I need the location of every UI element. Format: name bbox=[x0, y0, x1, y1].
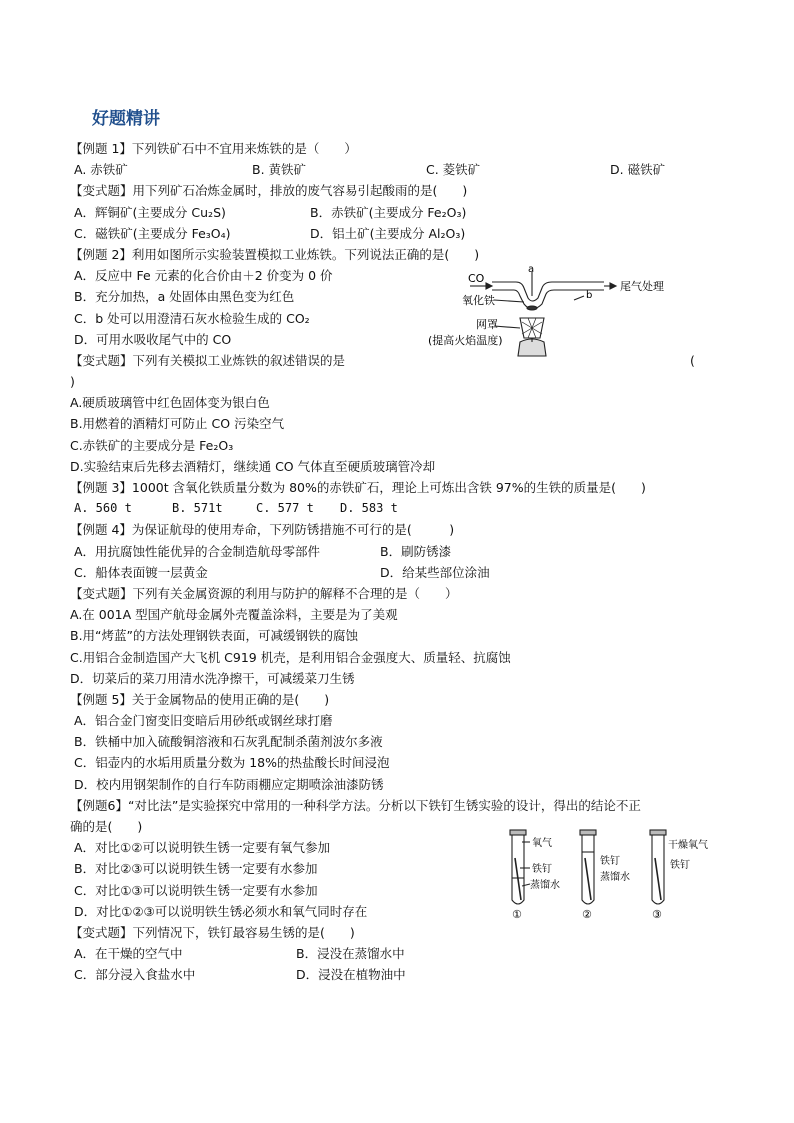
v6-stem: 【变式题】下列情况下，铁钉最容易生锈的是( ) bbox=[70, 924, 355, 940]
v4-option-a: A.在 001A 型国产航母金属外壳覆盖涂料，主要是为了美观 bbox=[70, 607, 398, 623]
t1-gas-label: 氧气 bbox=[532, 838, 552, 849]
v1-option-d: D．铝土矿(主要成分 Al₂O₃) bbox=[310, 225, 466, 241]
tube1-number: ① bbox=[512, 908, 522, 920]
q1-option-c: C. 菱铁矿 bbox=[426, 162, 481, 178]
v4-option-d: D．切菜后的菜刀用清水洗净擦干，可减缓菜刀生锈 bbox=[70, 670, 355, 686]
t3-nail-label: 铁钉 bbox=[670, 860, 690, 871]
section-title: 好题精讲 bbox=[92, 109, 160, 129]
q4-stem: 【例题 4】为保证航母的使用寿命，下列防锈措施不可行的是( ) bbox=[70, 522, 455, 538]
v2-stem: 【变式题】下列有关模拟工业炼铁的叙述错误的是 bbox=[70, 352, 346, 368]
q1-option-b: B. 黄铁矿 bbox=[252, 162, 307, 178]
v6-option-b: B．浸没在蒸馏水中 bbox=[296, 946, 405, 962]
q6-option-b: B．对比②③可以说明铁生锈一定要有水参加 bbox=[74, 861, 318, 877]
q3-option-a: A. 560 t bbox=[74, 501, 132, 516]
ironmaking-apparatus-figure bbox=[424, 266, 684, 362]
q5-option-b: B．铁桶中加入硫酸铜溶液和石灰乳配制杀菌剂波尔多液 bbox=[74, 734, 383, 750]
q6-option-d: D．对比①②③可以说明铁生锈必须水和氧气同时存在 bbox=[74, 903, 368, 919]
net-label: 网罩 bbox=[476, 318, 498, 331]
tube1-nail bbox=[515, 858, 521, 900]
q4-option-b: B．刷防锈漆 bbox=[380, 543, 452, 559]
v2-paren-close: ) bbox=[70, 374, 75, 390]
q5-stem: 【例题 5】关于金属物品的使用正确的是( ) bbox=[70, 691, 330, 707]
v6-option-d: D．浸没在植物油中 bbox=[296, 967, 406, 983]
tube3-stopper bbox=[650, 830, 666, 835]
q6-stem-line1: 【例题6】“对比法”是实验探究中常用的一种科学方法。分析以下铁钉生锈实验的设计，得出的结论不正 bbox=[70, 797, 641, 813]
label-b-leader bbox=[574, 296, 584, 300]
q3-option-d: D. 583 t bbox=[340, 501, 398, 516]
t3-gas-label: 干燥氧气 bbox=[668, 840, 708, 851]
q5-option-d: D．校内用钢架制作的自行车防雨棚应定期喷涂油漆防锈 bbox=[74, 776, 384, 792]
t1-nail-label: 铁钉 bbox=[532, 864, 552, 875]
q4-option-d: D．给某些部位涂油 bbox=[380, 564, 490, 580]
t2-nail-label: 铁钉 bbox=[600, 856, 620, 867]
net-note-label: (提高火焰温度) bbox=[428, 334, 503, 347]
v6-options-row2 bbox=[70, 964, 710, 985]
iron-oxide-label: 氧化铁 bbox=[462, 294, 495, 307]
q4-option-a: A．用抗腐蚀性能优异的合金制造航母零部件 bbox=[74, 543, 321, 559]
mesh-pattern bbox=[522, 318, 542, 338]
q4-options-row1 bbox=[70, 541, 710, 562]
v1-stem: 【变式题】用下列矿石冶炼金属时，排放的废气容易引起酸雨的是( ) bbox=[70, 183, 468, 199]
v1-option-a: A．辉铜矿(主要成分 Cu₂S) bbox=[74, 204, 226, 220]
point-a-label: a bbox=[528, 266, 535, 275]
q4-options-row2 bbox=[70, 562, 710, 583]
v6-option-a: A．在干燥的空气中 bbox=[74, 946, 183, 962]
v6-options-row1 bbox=[70, 943, 710, 964]
v2-option-b: B.用燃着的酒精灯可防止 CO 污染空气 bbox=[70, 416, 285, 432]
tube2-nail bbox=[585, 858, 591, 900]
q5-option-c: C．铝壶内的水垢用质量分数为 18%的热盐酸长时间浸泡 bbox=[74, 755, 390, 771]
tube3 bbox=[652, 835, 664, 904]
v4-stem: 【变式题】下列有关金属资源的利用与防护的解释不合理的是（ ） bbox=[70, 585, 458, 601]
tube3-nail bbox=[655, 858, 661, 900]
point-b-label: b bbox=[586, 290, 593, 301]
q5-option-a: A．铝合金门窗变旧变暗后用砂纸或钢丝球打磨 bbox=[74, 713, 333, 729]
q2-option-c: C．b 处可以用澄清石灰水检验生成的 CO₂ bbox=[74, 310, 310, 326]
q6-option-c: C．对比①③可以说明铁生锈一定要有水参加 bbox=[74, 882, 318, 898]
tube2-stopper bbox=[580, 830, 596, 835]
t1-water-label: 蒸馏水 bbox=[530, 880, 560, 891]
v2-option-c: C.赤铁矿的主要成分是 Fe₂O₃ bbox=[70, 437, 234, 453]
t2-water-label: 蒸馏水 bbox=[600, 872, 630, 883]
v2-paren-open: ( bbox=[690, 352, 695, 368]
v2-option-d: D.实验结束后先移去酒精灯，继续通 CO 气体直至硬质玻璃管冷却 bbox=[70, 458, 436, 474]
tail-arrow-head bbox=[610, 283, 616, 289]
tube3-number: ③ bbox=[652, 908, 662, 920]
q1-option-d: D. 磁铁矿 bbox=[610, 162, 666, 178]
v1-options-row2 bbox=[70, 223, 710, 244]
oxide-leader bbox=[494, 300, 524, 302]
co-arrow-head bbox=[486, 283, 492, 289]
tube1 bbox=[512, 835, 524, 904]
tube2-number: ② bbox=[582, 908, 592, 920]
tube1-stopper bbox=[510, 830, 526, 835]
v6-option-c: C．部分浸入食盐水中 bbox=[74, 967, 196, 983]
v1-option-c: C．磁铁矿(主要成分 Fe₃O₄) bbox=[74, 225, 231, 241]
q3-option-c: C. 577 t bbox=[256, 501, 314, 516]
iron-oxide-sample bbox=[527, 306, 537, 310]
t1-water-leader bbox=[522, 884, 530, 886]
v1-option-b: B．赤铁矿(主要成分 Fe₂O₃) bbox=[310, 204, 467, 220]
q1-option-a: A. 赤铁矿 bbox=[74, 162, 128, 178]
q6-option-a: A．对比①②可以说明铁生锈一定要有氧气参加 bbox=[74, 840, 330, 856]
q2-option-d: D．可用水吸收尾气中的 CO bbox=[74, 331, 232, 347]
co-label: CO bbox=[468, 272, 485, 285]
q6-stem-line2: 确的是( ) bbox=[70, 819, 143, 834]
tube2 bbox=[582, 835, 594, 904]
v2-option-a: A.硬质玻璃管中红色固体变为银白色 bbox=[70, 395, 270, 411]
tail-gas-label: 尾气处理 bbox=[620, 280, 664, 293]
q4-option-c: C．船体表面镀一层黄金 bbox=[74, 564, 208, 580]
q1-stem: 【例题 1】下列铁矿石中不宜用来炼铁的是（ ） bbox=[70, 141, 357, 156]
rusting-test-tubes-figure bbox=[500, 828, 730, 920]
v4-option-b: B.用“烤蓝”的方法处理钢铁表面，可减缓钢铁的腐蚀 bbox=[70, 628, 359, 644]
q1-options bbox=[70, 159, 710, 180]
v4-option-c: C.用铝合金制造国产大飞机 C919 机壳，是利用铝合金强度大、质量轻、抗腐蚀 bbox=[70, 649, 511, 665]
q2-option-a: A．反应中 Fe 元素的化合价由＋2 价变为 0 价 bbox=[74, 268, 333, 284]
q2-stem: 【例题 2】利用如图所示实验装置模拟工业炼铁。下列说法正确的是( ) bbox=[70, 246, 480, 262]
v1-options-row1 bbox=[70, 202, 710, 223]
q2-option-b: B．充分加热，a 处固体由黑色变为红色 bbox=[74, 289, 295, 305]
q3-stem: 【例题 3】1000t 含氧化铁质量分数为 80%的赤铁矿石，理论上可炼出含铁 97%的生铁的质量是( ) bbox=[70, 480, 646, 495]
q3-options bbox=[70, 498, 710, 519]
q3-option-b: B. 571t bbox=[172, 501, 223, 516]
